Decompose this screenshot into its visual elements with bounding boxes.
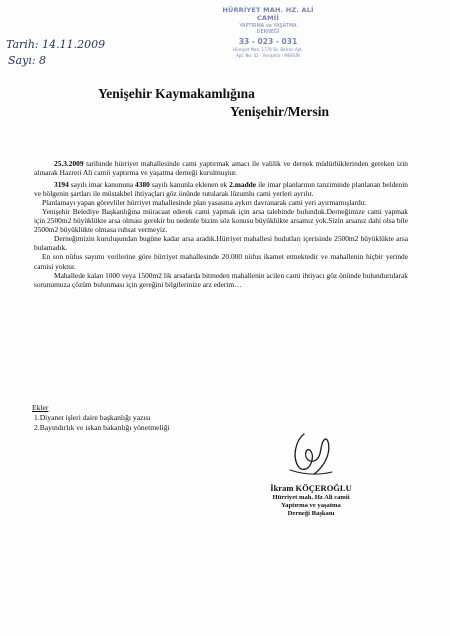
- attachments-title: Ekler: [32, 403, 49, 412]
- handwritten-signature: [286, 430, 336, 478]
- signer-title-1: Hürriyet mah. Hz Ali camii: [272, 494, 350, 501]
- amendment-number: 4380: [135, 179, 150, 189]
- stamp-line-6: Apt. No: 32 - Yenişehir / MERSİN: [236, 53, 300, 58]
- attachments-section: [32, 403, 170, 433]
- signer-name: İkram KÖÇEROĞLU: [270, 483, 352, 493]
- paragraph-2: 3194 sayılı imar kanununa 4380 sayılı kanunla eklenen ek 2.madde ile imar planlarının tanziminde planlanan beldenin ve bölgenin şartları ile müstakbel ihtiyaçları göz önünde tutularak lüzumlu cami yerleri ayrılır.: [34, 179, 408, 198]
- paragraph-1-text: tarihinde hürriyet mahallesinde cami yaptırmak amacı ile valilik ve dernek müdürlüklerinden gereken izin alınarak Hazreti Ali camii yaptırma ve yaşatma derneği kurulmuştur.: [34, 159, 408, 178]
- stamp-line-4: 33 - 023 - 031: [238, 37, 298, 46]
- signer-block: [246, 483, 376, 519]
- paragraph-1-date: 25.3.2009: [54, 159, 84, 168]
- handwritten-number: Sayı: 8: [8, 54, 47, 67]
- paragraph-6: En son nüfus sayımı verilerine göre hürriyet mahallesinde 20.000 nüfus ikamet etmektedir ve mahallenin hiçbir yerinde camisi yoktur.: [34, 252, 408, 271]
- stamp-line-5: Hürriyet Mah. 1778 Sk. Balcalı Apt.: [233, 47, 303, 52]
- association-stamp: [222, 6, 314, 72]
- stamp-line-1: HÜRRİYET MAH. HZ. ALİ CAMİİ: [222, 6, 314, 22]
- paragraph-1: [34, 159, 408, 177]
- letter-body: [34, 159, 408, 289]
- stamp-line-2: YAPTIRMA ve YAŞATMA: [239, 23, 297, 29]
- stamp-line-3: DERNEĞİ: [256, 29, 280, 35]
- paragraph-4: Yenişehir Belediye Başkanlığına müracaat ederek cami yapmak için arsa talebinde bulunduk.Derneğimize cami yapmak için 2500m2 büyüklükte arsa olması gerekir bu nedenle bizim söz konusu büyüklükte arsamız yok.Sizin arsanız dahi olsa bile 2500m2 büyüklükte olmasa ruhsat vermeyiz.: [34, 206, 408, 235]
- law-number: 3194: [54, 179, 69, 189]
- recipient-heading: Yenişehir Kaymakamlığına: [98, 86, 255, 101]
- attachment-item: 1.Diyanet işleri daire başkanlığı yazısı: [34, 413, 151, 422]
- attachment-item: 2.Bayındırlık ve iskan bakanlığı yönetmeliği: [34, 423, 170, 432]
- article-label: 2.madde: [229, 179, 257, 189]
- recipient-location: Yenişehir/Mersin: [230, 104, 329, 119]
- paragraph-3: Planlamayı yapan görevliler hürriyet mahallesinde plan yasasına aykırı davranarak cami yeri ayırmamışlardır.: [42, 197, 367, 207]
- paragraph-5: Derneğimizin kuruluşundan bugüne kadar arsa aradık.Hürriyet mahallesi hudutları içerisinde 2500m2 büyüklükte arsa bulamadık.: [34, 234, 408, 253]
- signer-title-3: Derneği Başkanı: [287, 510, 335, 518]
- paragraph-7: Mahallede kalan 1000 veya 1500m2 lik arsalarda bitmeden mahallenin acilen cami ihtiyacı göz önünde bulundurularak sorunumuza çözüm bulunması için gereğini bilgilerinize arz ederim…: [34, 270, 408, 289]
- signer-title-2: Yaptırma ve yaşatma: [281, 502, 341, 510]
- handwritten-date: Tarih: 14.11.2009: [6, 38, 106, 51]
